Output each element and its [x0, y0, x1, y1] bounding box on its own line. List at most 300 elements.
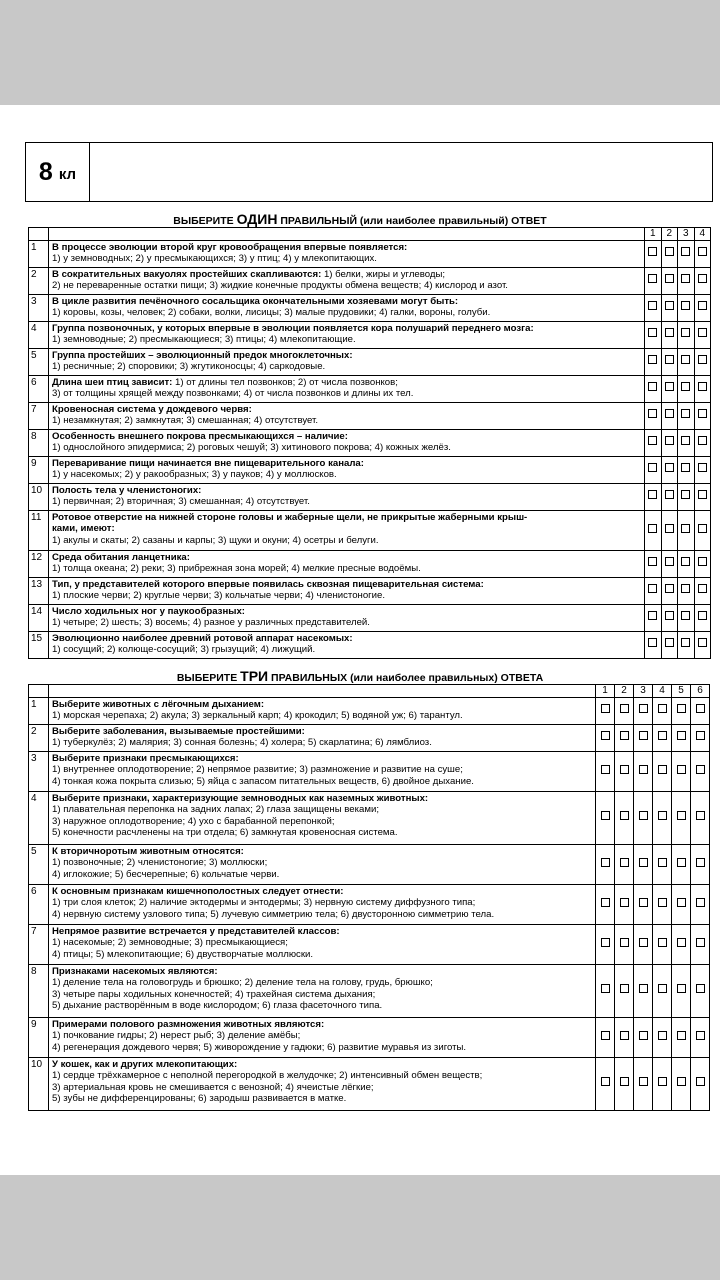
section2-title: ВЫБЕРИТЕ ТРИ ПРАВИЛЬНЫХ (или наиболее правильных) ОТВЕТА [176, 668, 544, 684]
answer-checkbox[interactable] [620, 1077, 629, 1086]
answer-checkbox[interactable] [698, 247, 707, 256]
question-text [49, 884, 596, 924]
answer-checkbox[interactable] [601, 731, 610, 740]
question-row [29, 402, 711, 429]
answer-cell [691, 844, 710, 884]
answer-cell [678, 631, 695, 658]
answer-cell [596, 884, 615, 924]
question-row [29, 884, 710, 924]
answer-checkbox[interactable] [601, 858, 610, 867]
answer-cell [661, 631, 678, 658]
answer-cell [678, 240, 695, 267]
header-empty-cell [49, 685, 596, 698]
answer-cell [615, 1057, 634, 1110]
question-number: 10 [29, 1057, 49, 1110]
question-text [49, 844, 596, 884]
answer-cell [672, 697, 691, 724]
answer-checkbox[interactable] [620, 1031, 629, 1040]
answer-checkbox[interactable] [658, 704, 667, 713]
answer-checkbox[interactable] [658, 765, 667, 774]
answer-checkbox[interactable] [681, 382, 690, 391]
answer-cell [672, 884, 691, 924]
answer-checkbox[interactable] [639, 765, 648, 774]
answer-cell [661, 483, 678, 510]
answer-checkbox[interactable] [648, 584, 657, 593]
answer-cell [596, 964, 615, 1017]
header-empty-cell [29, 685, 49, 698]
answer-cell [694, 321, 711, 348]
question-prompt: Число ходильных ног у паукообразных: [52, 605, 245, 617]
question-number: 11 [29, 510, 49, 550]
answer-checkbox[interactable] [665, 638, 674, 647]
answer-checkbox[interactable] [677, 811, 686, 820]
question-text [49, 577, 645, 604]
question-prompt-continued: ками, имеют: [52, 523, 115, 535]
section1-title: ВЫБЕРИТЕ ОДИН ПРАВИЛЬНЫЙ (или наиболее правильный) ОТВЕТ [173, 211, 547, 227]
question-number: 5 [29, 348, 49, 375]
answer-checkbox[interactable] [601, 1077, 610, 1086]
answer-checkbox[interactable] [639, 1031, 648, 1040]
answer-checkbox[interactable] [665, 490, 674, 499]
question-row [29, 456, 711, 483]
answer-cell [678, 429, 695, 456]
question-prompt: Выберите признаки пресмыкающихся: [52, 752, 239, 764]
answer-checkbox[interactable] [620, 731, 629, 740]
answer-cell [694, 456, 711, 483]
answer-cell [691, 751, 710, 791]
answer-checkbox[interactable] [696, 858, 705, 867]
answer-checkbox[interactable] [681, 584, 690, 593]
answer-checkbox[interactable] [648, 274, 657, 283]
answer-options-line: 1) внутреннее оплодотворение; 2) непрямое развитие; 3) размножение и развитие на суше; [52, 764, 463, 776]
answer-checkbox[interactable] [665, 301, 674, 310]
answer-options-line: 1) акулы и скаты; 2) сазаны и карпы; 3) щуки и окуни; 4) осетры и белуги. [52, 534, 379, 546]
answer-checkbox[interactable] [681, 611, 690, 620]
answer-cell [615, 844, 634, 884]
answer-cell [634, 791, 653, 844]
answer-checkbox[interactable] [677, 858, 686, 867]
answer-options-line: 1) морская черепаха; 2) акула; 3) зеркальный карп; 4) крокодил; 5) водяной уж; 6) тарантул. [52, 710, 463, 722]
answer-checkbox[interactable] [698, 274, 707, 283]
question-row [29, 510, 711, 550]
answer-checkbox[interactable] [620, 898, 629, 907]
question-prompt: Кровеносная система у дождевого червя: [52, 403, 252, 415]
answer-cell [672, 751, 691, 791]
option-number-header: 1 [645, 228, 662, 241]
answer-checkbox[interactable] [658, 811, 667, 820]
question-row [29, 604, 711, 631]
answer-cell [615, 1017, 634, 1057]
answer-cell [645, 267, 662, 294]
answer-checkbox[interactable] [648, 409, 657, 418]
question-row [29, 724, 710, 751]
answer-options-line: 4) птицы; 5) млекопитающие; 6) двустворчатые моллюски. [52, 948, 314, 960]
answer-cell [678, 375, 695, 402]
answer-cell [672, 964, 691, 1017]
question-prompt: К вторичноротым животным относятся: [52, 845, 244, 857]
answer-checkbox[interactable] [696, 1031, 705, 1040]
answer-checkbox[interactable] [620, 704, 629, 713]
answer-cell [634, 884, 653, 924]
question-number: 2 [29, 724, 49, 751]
header-empty-cell [29, 228, 49, 241]
answer-checkbox[interactable] [648, 638, 657, 647]
answer-checkbox[interactable] [665, 436, 674, 445]
question-text [49, 604, 645, 631]
answer-cell [645, 294, 662, 321]
answer-checkbox[interactable] [648, 463, 657, 472]
answer-cell [661, 429, 678, 456]
answer-cell [596, 1057, 615, 1110]
answer-options-line: 5) дыхание растворённым в воде кислородом; 6) глаза фасеточного типа. [52, 1000, 383, 1012]
question-number: 9 [29, 1017, 49, 1057]
answer-checkbox[interactable] [681, 247, 690, 256]
option-number-header: 4 [694, 228, 711, 241]
question-text [49, 294, 645, 321]
answer-checkbox[interactable] [658, 1031, 667, 1040]
question-prompt: Полость тела у членистоногих: [52, 484, 202, 496]
answer-checkbox[interactable] [698, 463, 707, 472]
answer-checkbox[interactable] [665, 557, 674, 566]
answer-cell [645, 321, 662, 348]
answer-checkbox[interactable] [639, 858, 648, 867]
answer-cell [691, 724, 710, 751]
answer-cell [634, 924, 653, 964]
question-number: 6 [29, 884, 49, 924]
answer-cell [634, 697, 653, 724]
answer-cell [672, 724, 691, 751]
question-row [29, 1057, 710, 1110]
answer-checkbox[interactable] [601, 765, 610, 774]
answer-cell [691, 884, 710, 924]
answer-checkbox[interactable] [620, 765, 629, 774]
answer-cell [691, 791, 710, 844]
answer-checkbox[interactable] [665, 274, 674, 283]
answer-options-line: 1) четыре; 2) шесть; 3) восемь; 4) разное у различных представителей. [52, 617, 370, 629]
answer-options-line: 1) три слоя клеток; 2) наличие эктодермы и энтодермы; 3) нервную систему диффузного типа; [52, 897, 476, 909]
answer-checkbox[interactable] [648, 557, 657, 566]
answer-cell [615, 697, 634, 724]
answer-options-line: 1) плавательная перепонка на задних лапах; 2) глаза защищены веками; [52, 804, 379, 816]
answer-cell [645, 577, 662, 604]
answer-checkbox[interactable] [658, 858, 667, 867]
question-text [49, 321, 645, 348]
question-text [49, 402, 645, 429]
answer-checkbox[interactable] [601, 898, 610, 907]
answer-checkbox[interactable] [639, 938, 648, 947]
answer-cell [672, 924, 691, 964]
answer-options-line: 3) от толщины хрящей между позвонками; 4) от числа позвонков и длины их тел. [52, 388, 414, 400]
answer-checkbox[interactable] [601, 984, 610, 993]
answer-cell [653, 751, 672, 791]
answer-cell [678, 294, 695, 321]
question-prompt: Ротовое отверстие на нижней стороне головы и жаберные щели, не прикрытые жаберными крыш- [52, 511, 528, 523]
option-number-header: 4 [653, 685, 672, 698]
answer-checkbox[interactable] [681, 463, 690, 472]
grade-label [26, 143, 90, 201]
question-prompt: Эволюционно наиболее древний ротовой аппарат насекомых: [52, 632, 353, 644]
answer-options-line: 1) земноводные; 2) пресмыкающиеся; 3) птицы; 4) млекопитающие. [52, 334, 356, 346]
question-text [49, 1057, 596, 1110]
answer-checkbox[interactable] [681, 328, 690, 337]
answer-checkbox[interactable] [639, 984, 648, 993]
answer-checkbox[interactable] [696, 704, 705, 713]
answer-checkbox[interactable] [681, 409, 690, 418]
question-number: 13 [29, 577, 49, 604]
question-row [29, 483, 711, 510]
answer-checkbox[interactable] [639, 704, 648, 713]
question-number: 9 [29, 456, 49, 483]
answer-cell [678, 550, 695, 577]
answer-cell [596, 724, 615, 751]
answer-checkbox[interactable] [639, 1077, 648, 1086]
question-number: 6 [29, 375, 49, 402]
option-number-header: 3 [678, 228, 695, 241]
answer-cell [653, 697, 672, 724]
answer-options-line: 4) иглокожие; 5) бесчерепные; 6) кольчатые черви. [52, 868, 280, 880]
answer-checkbox[interactable] [677, 938, 686, 947]
answer-options-line: 2) не переваренные остатки пищи; 3) жидкие конечные продукты обмена веществ; 4) кислород и азот. [52, 280, 508, 292]
answer-checkbox[interactable] [601, 938, 610, 947]
answer-cell [694, 402, 711, 429]
question-text [49, 429, 645, 456]
answer-checkbox[interactable] [665, 584, 674, 593]
answer-cell [634, 751, 653, 791]
answer-cell [661, 456, 678, 483]
answer-cell [645, 456, 662, 483]
answer-cell [653, 844, 672, 884]
answer-checkbox[interactable] [698, 524, 707, 533]
answer-cell [694, 429, 711, 456]
answer-checkbox[interactable] [620, 938, 629, 947]
answer-cell [634, 964, 653, 1017]
question-row [29, 844, 710, 884]
answer-checkbox[interactable] [620, 984, 629, 993]
answer-checkbox[interactable] [648, 382, 657, 391]
answer-checkbox[interactable] [658, 984, 667, 993]
question-prompt: Признаками насекомых являются: [52, 965, 218, 977]
question-row [29, 631, 711, 658]
answer-checkbox[interactable] [677, 1077, 686, 1086]
header-empty-cell [49, 228, 645, 241]
answer-checkbox[interactable] [658, 731, 667, 740]
answer-cell [645, 375, 662, 402]
answer-checkbox[interactable] [696, 731, 705, 740]
answer-checkbox[interactable] [681, 524, 690, 533]
question-text [49, 240, 645, 267]
answer-checkbox[interactable] [681, 557, 690, 566]
answer-checkbox[interactable] [681, 436, 690, 445]
answer-checkbox[interactable] [665, 611, 674, 620]
answer-checkbox[interactable] [677, 984, 686, 993]
question-number: 15 [29, 631, 49, 658]
answer-checkbox[interactable] [677, 765, 686, 774]
answer-cell [645, 348, 662, 375]
answer-options-line: 3) четыре пары ходильных конечностей; 4) трахейная система дыхания; [52, 988, 376, 1000]
answer-checkbox[interactable] [601, 1031, 610, 1040]
answer-checkbox[interactable] [648, 490, 657, 499]
grade-number: 8 [38, 157, 53, 186]
answer-checkbox[interactable] [696, 984, 705, 993]
question-text [49, 483, 645, 510]
answer-checkbox[interactable] [665, 463, 674, 472]
answer-cell [634, 724, 653, 751]
question-number: 12 [29, 550, 49, 577]
answer-options-line: 1) сосущий; 2) колюще-сосущий; 3) грызущий; 4) лижущий. [52, 644, 316, 656]
answer-checkbox[interactable] [639, 898, 648, 907]
answer-checkbox[interactable] [681, 638, 690, 647]
answer-options-line: 3) наружное оплодотворение; 4) ухо с барабанной перепонкой; [52, 815, 335, 827]
answer-options-line: 1) толща океана; 2) реки; 3) прибрежная зона морей; 4) мелкие пресные водоёмы. [52, 563, 421, 575]
answer-checkbox[interactable] [639, 731, 648, 740]
answer-cell [661, 348, 678, 375]
answer-cell [661, 577, 678, 604]
answer-checkbox[interactable] [648, 355, 657, 364]
answer-cell [653, 724, 672, 751]
answer-checkbox[interactable] [665, 247, 674, 256]
question-prompt: Выберите животных с лёгочным дыханием: [52, 698, 265, 710]
question-row [29, 375, 711, 402]
question-row [29, 1017, 710, 1057]
answer-checkbox[interactable] [601, 704, 610, 713]
question-prompt: Длина шеи птиц зависит: [52, 376, 173, 388]
question-prompt: У кошек, как и других млекопитающих: [52, 1058, 238, 1070]
option-number-header: 5 [672, 685, 691, 698]
answer-options-line: 4) тонкая кожа покрыта слизью; 5) яйца с запасом питательных веществ, 6) двойное дыхание. [52, 775, 474, 787]
answer-checkbox[interactable] [648, 436, 657, 445]
answer-checkbox[interactable] [665, 382, 674, 391]
answer-checkbox[interactable] [698, 638, 707, 647]
answer-checkbox[interactable] [620, 858, 629, 867]
answer-cell [653, 964, 672, 1017]
answer-options-line: 3) артериальная кровь не смешивается с венозной; 4) ячеистые лёгкие; [52, 1081, 374, 1093]
question-text [49, 964, 596, 1017]
answer-options-line: 1) деление тела на головогрудь и брюшко; 2) деление тела на голову, грудь, брюшко; [52, 977, 433, 989]
answer-checkbox[interactable] [658, 1077, 667, 1086]
answer-cell [596, 697, 615, 724]
answer-checkbox[interactable] [698, 409, 707, 418]
answer-options-line: 1) у земноводных; 2) у пресмыкающихся; 3) у птиц; 4) у млекопитающих. [52, 253, 377, 265]
answer-checkbox[interactable] [698, 490, 707, 499]
answer-checkbox[interactable] [658, 938, 667, 947]
answer-checkbox[interactable] [696, 898, 705, 907]
answer-checkbox[interactable] [681, 274, 690, 283]
answer-checkbox[interactable] [696, 938, 705, 947]
answer-cell [596, 844, 615, 884]
question-number: 7 [29, 924, 49, 964]
question-number: 10 [29, 483, 49, 510]
answer-checkbox[interactable] [681, 355, 690, 364]
question-text [49, 631, 645, 658]
question-prompt: Выберите заболевания, вызываемые простейшими: [52, 725, 305, 737]
answer-cell [678, 267, 695, 294]
question-prompt: В процессе эволюции второй круг кровообращения впервые появляется: [52, 241, 408, 253]
answer-checkbox[interactable] [677, 731, 686, 740]
answer-cell [694, 348, 711, 375]
answer-cell [661, 294, 678, 321]
answer-cell [596, 924, 615, 964]
question-text [49, 348, 645, 375]
answer-checkbox[interactable] [648, 328, 657, 337]
answer-checkbox[interactable] [648, 524, 657, 533]
question-prompt: В цикле развития печёночного сосальщика окончательными хозяевами могут быть: [52, 295, 459, 307]
answer-checkbox[interactable] [698, 557, 707, 566]
header-box [25, 142, 713, 202]
question-prompt: Особенность внешнего покрова пресмыкающихся – наличие: [52, 430, 348, 442]
answer-checkbox[interactable] [665, 355, 674, 364]
answer-checkbox[interactable] [681, 301, 690, 310]
question-row [29, 550, 711, 577]
question-row [29, 348, 711, 375]
answer-checkbox[interactable] [648, 611, 657, 620]
answer-options-line: 1) насекомые; 2) земноводные; 3) пресмыкающиеся; [52, 937, 288, 949]
question-prompt: Непрямое развитие встречается у представителей классов: [52, 925, 340, 937]
answer-cell [615, 924, 634, 964]
answer-cell [678, 604, 695, 631]
answer-cell [615, 964, 634, 1017]
answer-checkbox[interactable] [698, 328, 707, 337]
answer-checkbox[interactable] [620, 811, 629, 820]
answer-checkbox[interactable] [698, 355, 707, 364]
answer-checkbox[interactable] [677, 704, 686, 713]
question-number: 4 [29, 791, 49, 844]
answer-checkbox[interactable] [677, 898, 686, 907]
answer-checkbox[interactable] [601, 811, 610, 820]
question-row [29, 429, 711, 456]
question-text [49, 267, 645, 294]
answer-checkbox[interactable] [648, 301, 657, 310]
answer-checkbox[interactable] [696, 765, 705, 774]
answer-checkbox[interactable] [665, 328, 674, 337]
answer-checkbox[interactable] [658, 898, 667, 907]
question-row [29, 697, 710, 724]
answer-cell [661, 267, 678, 294]
answer-checkbox[interactable] [698, 301, 707, 310]
option-number-header: 2 [615, 685, 634, 698]
answer-checkbox[interactable] [665, 409, 674, 418]
answer-cell [694, 294, 711, 321]
answer-checkbox[interactable] [698, 382, 707, 391]
answer-checkbox[interactable] [696, 1077, 705, 1086]
answer-options-line: 1) коровы, козы, человек; 2) собаки, волки, лисицы; 3) малые прудовики; 4) галки, вороны, голуби. [52, 307, 491, 319]
answer-checkbox[interactable] [639, 811, 648, 820]
answer-cell [691, 1017, 710, 1057]
option-number-header: 3 [634, 685, 653, 698]
answer-cell [691, 964, 710, 1017]
grade-suffix: кл [58, 165, 77, 183]
answer-checkbox[interactable] [698, 611, 707, 620]
answer-checkbox[interactable] [648, 247, 657, 256]
question-number: 3 [29, 751, 49, 791]
question-number: 5 [29, 844, 49, 884]
question-number: 7 [29, 402, 49, 429]
question-prompt: Группа простейших – эволюционный предок многоклеточных: [52, 349, 353, 361]
answer-cell [694, 375, 711, 402]
question-row [29, 577, 711, 604]
answer-checkbox[interactable] [696, 811, 705, 820]
answer-cell [645, 240, 662, 267]
question-text [49, 1017, 596, 1057]
answer-cell [678, 577, 695, 604]
answer-options-line: 4) нервную систему узлового типа; 5) лучевую симметрию тела; 6) двусторонною симметрию тела. [52, 908, 495, 920]
answer-checkbox[interactable] [698, 436, 707, 445]
answer-cell [645, 429, 662, 456]
answer-checkbox[interactable] [677, 1031, 686, 1040]
question-prompt: Тип, у представителей которого впервые появилась сквозная пищеварительная система: [52, 578, 484, 590]
answer-checkbox[interactable] [681, 490, 690, 499]
answer-checkbox[interactable] [698, 584, 707, 593]
answer-checkbox[interactable] [665, 524, 674, 533]
